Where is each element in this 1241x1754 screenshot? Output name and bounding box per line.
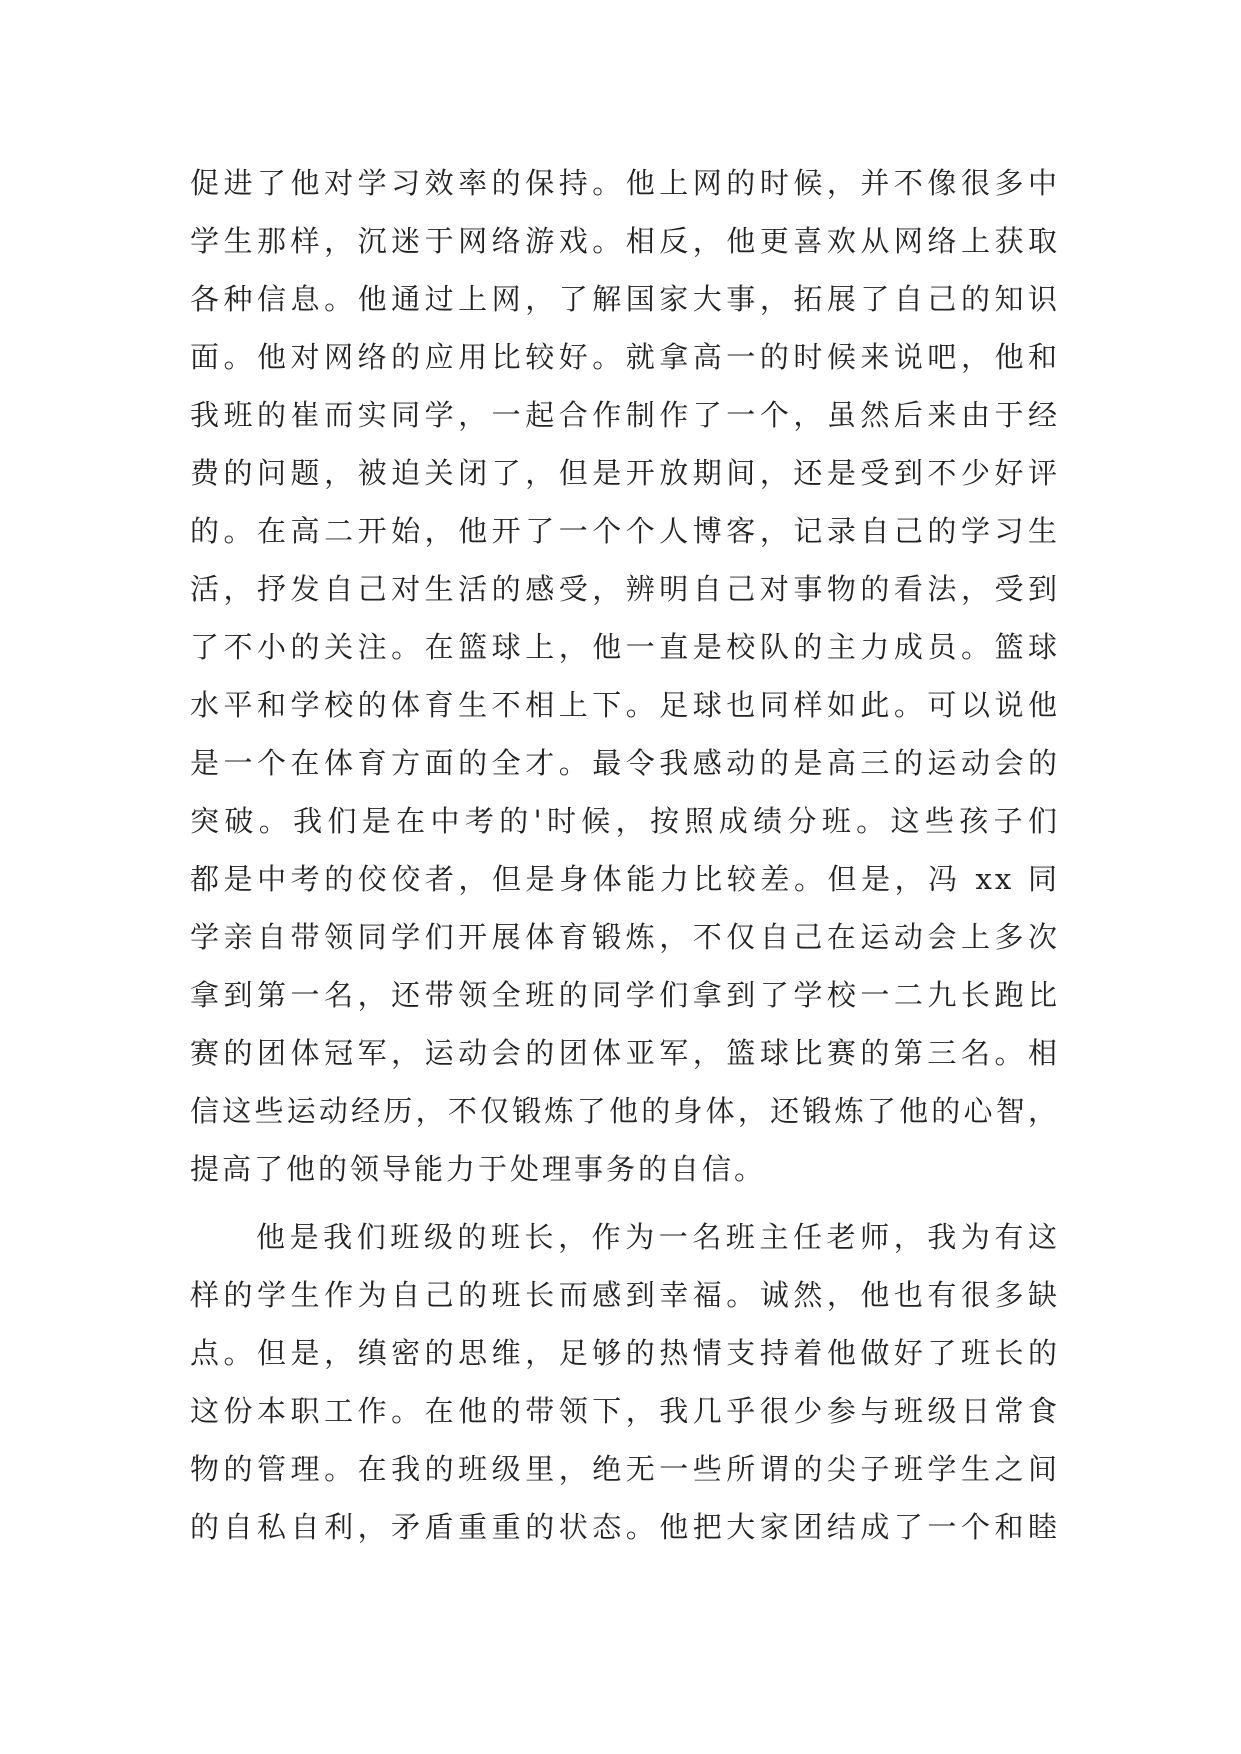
text-line: 都是中考的佼佼者，但是身体能力比较差。但是，冯 xx 同 xyxy=(190,862,1060,896)
text-line: 他是我们班级的班长，作为一名班主任老师，我为有这 xyxy=(256,1220,1060,1254)
text-line: 点。但是，缜密的思维，足够的热情支持着他做好了班长的 xyxy=(190,1336,1060,1370)
text-line: 信这些运动经历，不仅锻炼了他的身体，还锻炼了他的心智， xyxy=(190,1094,1060,1128)
text-line: 的。在高二开始，他开了一个个人博客，记录自己的学习生 xyxy=(190,514,1060,548)
text-line: 赛的团体冠军，运动会的团体亚军，篮球比赛的第三名。相 xyxy=(190,1036,1060,1070)
text-line: 学生那样，沉迷于网络游戏。相反，他更喜欢从网络上获取 xyxy=(190,224,1060,258)
text-line: 费的问题，被迫关闭了，但是开放期间，还是受到不少好评 xyxy=(190,456,1060,490)
text-line: 拿到第一名，还带领全班的同学们拿到了学校一二九长跑比 xyxy=(190,978,1060,1012)
paragraph-2 xyxy=(190,1217,1060,1548)
text-line: 突破。我们是在中考的'时候，按照成绩分班。这些孩子们 xyxy=(190,804,1060,838)
text-line: 促进了他对学习效率的保持。他上网的时候，并不像很多中 xyxy=(190,166,1060,200)
text-line: 这份本职工作。在他的带领下，我几乎很少参与班级日常食 xyxy=(190,1394,1060,1428)
paragraph-gap xyxy=(190,1207,1060,1217)
text-line: 样的学生作为自己的班长而感到幸福。诚然，他也有很多缺 xyxy=(190,1278,1060,1312)
body-text xyxy=(190,163,1060,1565)
text-line: 的自私自利，矛盾重重的状态。他把大家团结成了一个和睦 xyxy=(190,1510,1060,1544)
text-line: 水平和学校的体育生不相上下。足球也同样如此。可以说他 xyxy=(190,688,1060,722)
text-line: 物的管理。在我的班级里，绝无一些所谓的尖子班学生之间 xyxy=(190,1452,1060,1486)
text-line: 我班的崔而实同学，一起合作制作了一个，虽然后来由于经 xyxy=(190,398,1060,432)
text-line: 活，抒发自己对生活的感受，辨明自己对事物的看法，受到 xyxy=(190,572,1060,606)
text-line: 面。他对网络的应用比较好。就拿高一的时候来说吧，他和 xyxy=(190,340,1060,374)
paragraph-1 xyxy=(190,163,1060,1190)
text-line: 提高了他的领导能力于处理事务的自信。 xyxy=(190,1152,767,1186)
text-line: 学亲自带领同学们开展体育锻炼，不仅自己在运动会上多次 xyxy=(190,920,1060,954)
text-line: 是一个在体育方面的全才。最令我感动的是高三的运动会的 xyxy=(190,746,1060,780)
text-line: 各种信息。他通过上网，了解国家大事，拓展了自己的知识 xyxy=(190,282,1060,316)
text-line: 了不小的关注。在篮球上，他一直是校队的主力成员。篮球 xyxy=(190,630,1060,664)
